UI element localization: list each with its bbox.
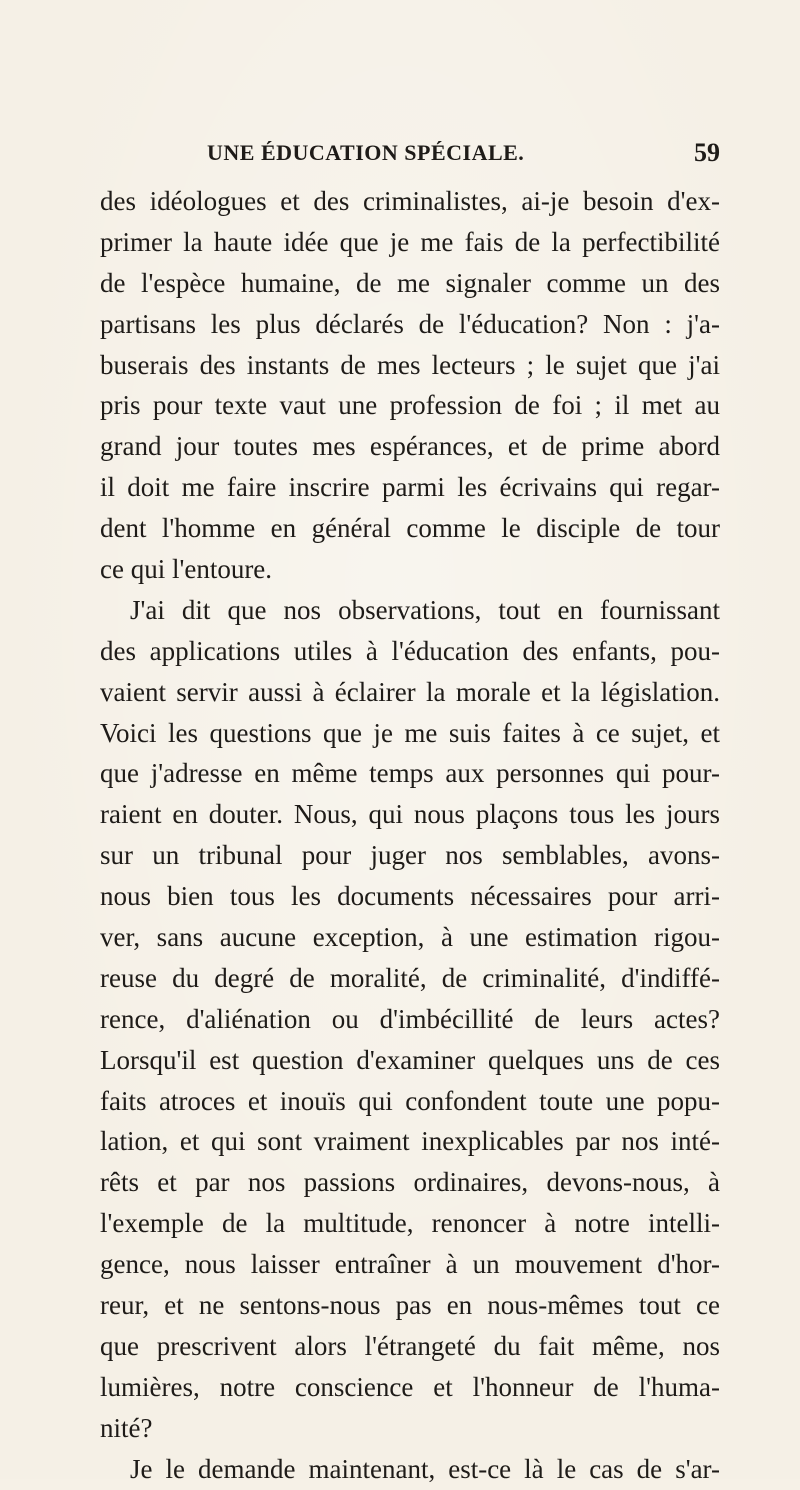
text-line: rence, d'aliénation ou d'imbécillité de leurs actes? [100, 1003, 720, 1034]
text-line: vaient servir aussi à éclairer la morale et la législation. [100, 676, 720, 707]
text-line: grand jour toutes mes espérances, et de prime abord [100, 431, 720, 462]
text-line: gence, nous laisser entraîner à un mouvement d'hor- [100, 1249, 720, 1280]
text-line: il doit me faire inscrire parmi les écrivains qui regar- [100, 472, 720, 503]
text-line: Voici les questions que je me suis faites à ce sujet, et [100, 717, 720, 748]
running-head: UNE ÉDUCATION SPÉCIALE. [207, 140, 525, 165]
text-line: nous bien tous les documents nécessaires pour arri- [100, 881, 720, 912]
text-line: dent l'homme en général comme le disciple de tour [100, 513, 720, 544]
text-line: l'exemple de la multitude, renoncer à notre intelli- [100, 1208, 720, 1239]
text-line: J'ai dit que nos observations, tout en fournissant [130, 594, 720, 625]
text-line: faits atroces et inouïs qui confondent toute une popu- [100, 1085, 720, 1116]
body-text [100, 181, 720, 1490]
text-line: ce qui l'entoure. [100, 554, 273, 585]
text-line: de l'espèce humaine, de me signaler comme un des [100, 267, 720, 298]
text-line: des idéologues et des criminalistes, ai-je besoin d'ex- [100, 186, 720, 216]
text-line: buserais des instants de mes lecteurs ; le sujet que j'ai [100, 349, 720, 380]
text-line: raient en douter. Nous, qui nous plaçons tous les jours [100, 799, 720, 830]
text-line: reuse du degré de moralité, de criminalité, d'indiffé- [100, 962, 720, 993]
text-line: partisans les plus déclarés de l'éducation? Non : j'a- [100, 308, 720, 339]
page-header [100, 140, 720, 176]
text-line: rêts et par nos passions ordinaires, devons-nous, à [100, 1167, 720, 1198]
text-line: que j'adresse en même temps aux personnes qui pour- [100, 758, 720, 789]
text-line: des applications utiles à l'éducation des enfants, pou- [100, 635, 720, 666]
text-line: lumières, notre conscience et l'honneur de l'huma- [100, 1371, 720, 1402]
page-number: 59 [694, 138, 720, 167]
text-line: ver, sans aucune exception, à une estimation rigou- [100, 922, 720, 953]
text-line: pris pour texte vaut une profession de foi ; il met au [100, 390, 720, 421]
text-line: que prescrivent alors l'étrangeté du fait même, nos [100, 1330, 720, 1361]
text-line: nité? [100, 1412, 153, 1443]
text-line: reur, et ne sentons-nous pas en nous-mêmes tout ce [100, 1290, 720, 1321]
text-line: Je le demande maintenant, est-ce là le cas de s'ar- [130, 1453, 720, 1484]
text-line: lation, et qui sont vraiment inexplicables par nos inté- [100, 1126, 720, 1157]
text-line: sur un tribunal pour juger nos semblables, avons- [100, 840, 720, 871]
text-line: Lorsqu'il est question d'examiner quelques uns de ces [100, 1044, 720, 1075]
text-line: primer la haute idée que je me fais de la perfectibilité [100, 226, 720, 257]
